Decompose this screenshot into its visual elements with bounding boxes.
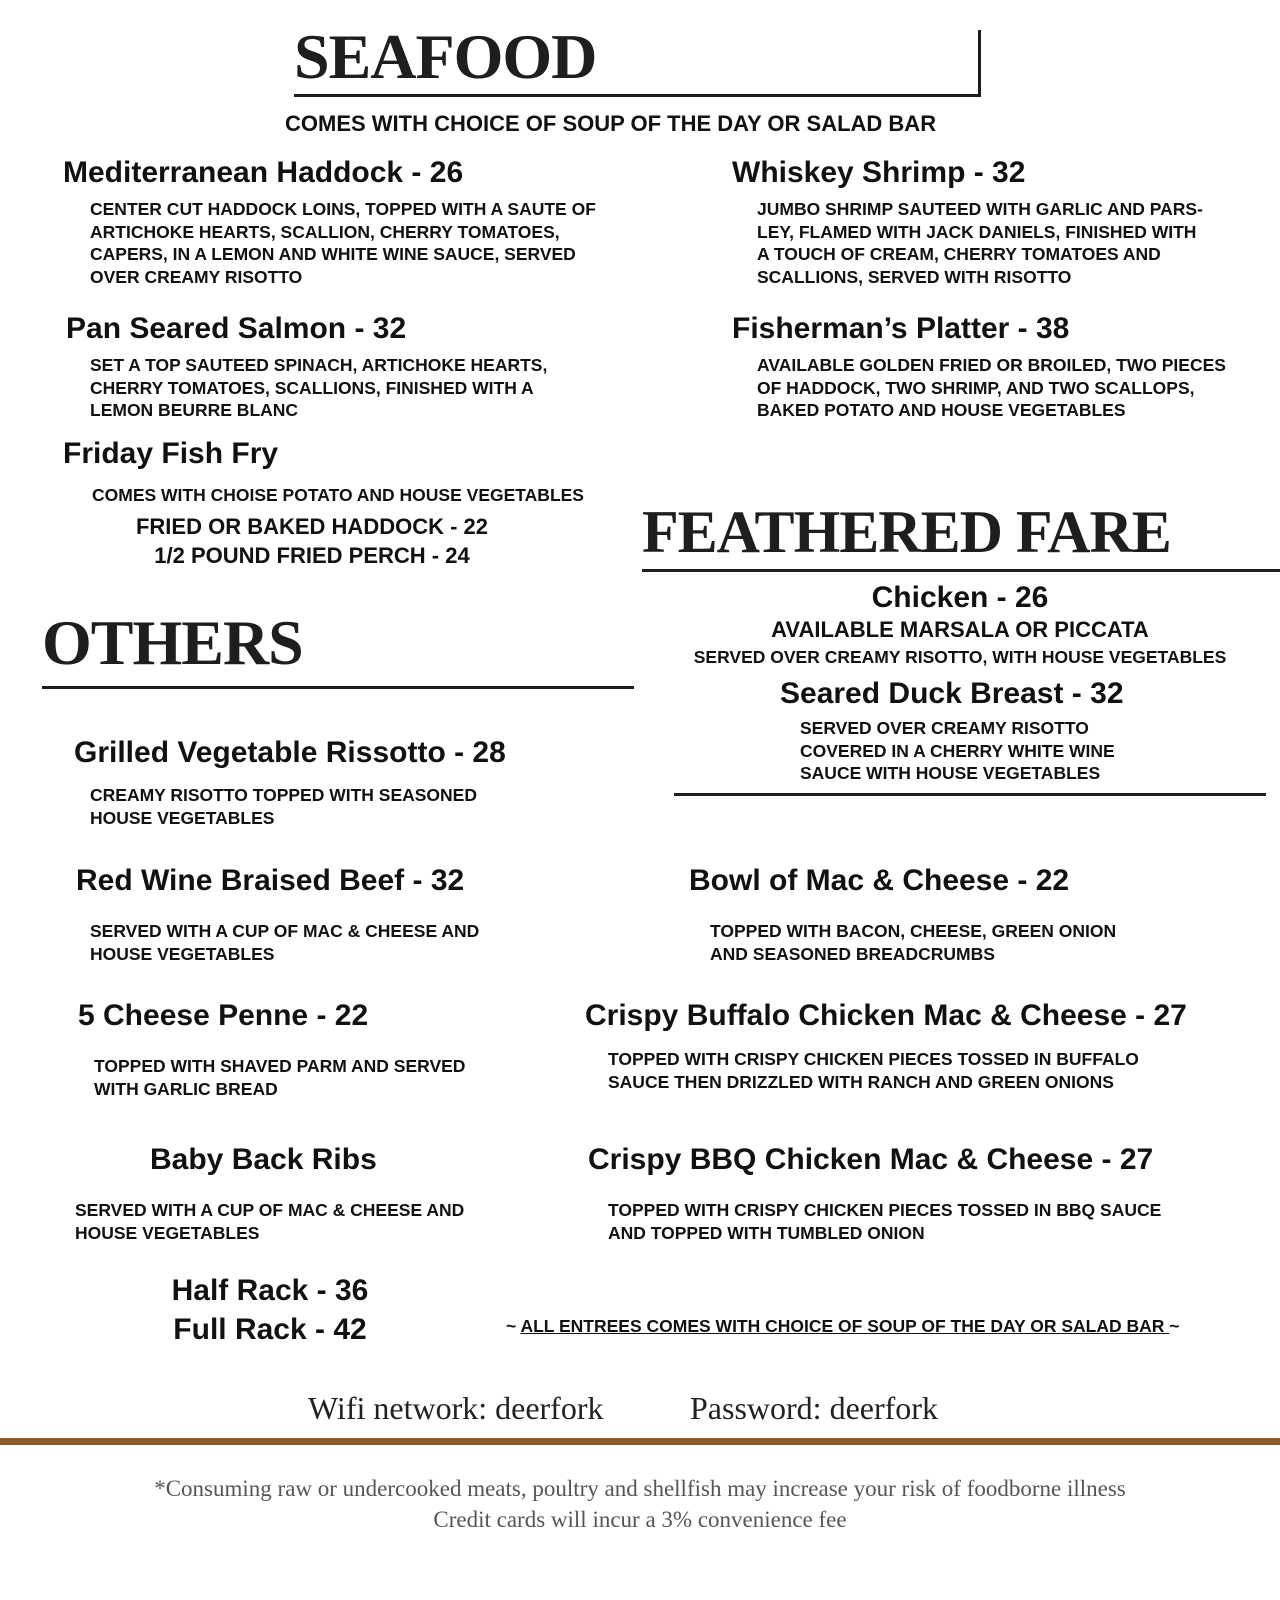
entrees-note-text: ALL ENTREES COMES WITH CHOICE OF SOUP OF THE DAY OR SALAD BAR [520,1316,1170,1336]
menu-item-title: Seared Duck Breast - 32 [780,677,1124,710]
menu-item-title: Crispy Buffalo Chicken Mac & Cheese - 27 [585,999,1187,1032]
seafood-subheading: COMES WITH CHOICE OF SOUP OF THE DAY OR SALAD BAR [285,111,937,136]
chicken-options: AVAILABLE MARSALA OR PICCATA [771,617,1149,642]
menu-item-desc: JUMBO SHRIMP SAUTEED WITH GARLIC AND PARS- LEY, FLAMED WITH JACK DANIELS, FINISHED WITH A TOUCH OF CREAM, CHERRY TOMATOES AND SCALLIONS, SERVED WITH RISOTTO [757,199,1203,287]
menu-item-title: Bowl of Mac & Cheese - 22 [689,864,1070,897]
entrees-note [506,1316,1180,1337]
fish-fry-desc: COMES WITH CHOISE POTATO AND HOUSE VEGETABLES [92,485,584,505]
others-underline [42,686,634,689]
menu-item-desc: SERVED OVER CREAMY RISOTTO COVERED IN A CHERRY WHITE WINE SAUCE WITH HOUSE VEGETABLES [800,718,1115,783]
credit-card-fee-note: Credit cards will incur a 3% convenience fee [433,1507,847,1532]
menu-item-desc: TOPPED WITH BACON, CHEESE, GREEN ONION AND SEASONED BREADCRUMBS [710,921,1117,964]
wifi-password: Password: deerfork [690,1390,938,1426]
entrees-note-suffix: ~ [1169,1316,1180,1336]
fish-fry-options [112,512,512,570]
chicken-desc: SERVED OVER CREAMY RISOTTO, WITH HOUSE VEGETABLES [693,647,1227,667]
feathered-fare-underline [642,569,1280,572]
menu-item-desc: TOPPED WITH SHAVED PARM AND SERVED WITH GARLIC BREAD [94,1056,466,1099]
ribs-option: Full Rack - 42 [173,1313,367,1346]
seafood-heading: SEAFOOD [294,21,597,92]
menu-item-title: Red Wine Braised Beef - 32 [76,864,465,897]
entrees-note-prefix: ~ [506,1316,521,1336]
menu-item-title: Baby Back Ribs [150,1143,377,1176]
menu-item-title: Whiskey Shrimp - 32 [732,156,1026,189]
menu-item-desc: SET A TOP SAUTEED SPINACH, ARTICHOKE HEARTS, CHERRY TOMATOES, SCALLIONS, FINISHED WITH A LEMON BEURRE BLANC [90,355,548,420]
footer-divider [0,1438,1280,1445]
menu-item-title: Grilled Vegetable Rissotto - 28 [74,736,506,769]
menu-item-desc: TOPPED WITH CRISPY CHICKEN PIECES TOSSED IN BUFFALO SAUCE THEN DRIZZLED WITH RANCH AND GREEN ONIONS [608,1049,1139,1092]
menu-item-desc: SERVED WITH A CUP OF MAC & CHEESE AND HOUSE VEGETABLES [75,1200,465,1243]
menu-item-desc: CREAMY RISOTTO TOPPED WITH SEASONED HOUSE VEGETABLES [90,785,477,828]
feathered-fare-bottom-rule [674,793,1266,796]
seafood-underline [294,94,980,97]
ribs-options [110,1271,430,1349]
menu-item-desc: AVAILABLE GOLDEN FRIED OR BROILED, TWO PIECES OF HADDOCK, TWO SHRIMP, AND TWO SCALLOPS, BAKED POTATO AND HOUSE VEGETABLES [757,355,1226,420]
menu-item-desc: TOPPED WITH CRISPY CHICKEN PIECES TOSSED IN BBQ SAUCE AND TOPPED WITH TUMBLED ONION [608,1200,1162,1243]
menu-item-desc: CENTER CUT HADDOCK LOINS, TOPPED WITH A SAUTE OF ARTICHOKE HEARTS, SCALLION, CHERRY TOMATOES, CAPERS, IN A LEMON AND WHITE WINE SAUCE, SERVED OVER CREAMY RISOTTO [90,199,596,287]
menu-item-desc: SERVED WITH A CUP OF MAC & CHEESE AND HOUSE VEGETABLES [90,921,480,964]
menu-item-title: Crispy BBQ Chicken Mac & Cheese - 27 [588,1143,1154,1176]
chicken-block [660,580,1260,670]
ribs-option: Half Rack - 36 [171,1274,369,1307]
others-heading: OTHERS [42,607,303,678]
menu-item-title: Pan Seared Salmon - 32 [66,312,407,345]
fish-fry-option: 1/2 POUND FRIED PERCH - 24 [154,543,470,568]
wifi-network: Wifi network: deerfork [308,1390,604,1426]
foodborne-warning: *Consuming raw or undercooked meats, poultry and shellfish may increase your risk of foodborne illness [154,1476,1126,1501]
menu-item-title: Chicken - 26 [871,581,1049,614]
menu-item-title: Mediterranean Haddock - 26 [63,156,464,189]
feathered-fare-heading: FEATHERED FARE [642,499,1171,565]
menu-item-title: 5 Cheese Penne - 22 [78,999,369,1032]
footer-notes [0,1473,1280,1535]
seafood-side-rule [978,30,981,97]
fish-fry-option: FRIED OR BAKED HADDOCK - 22 [135,514,489,539]
fish-fry-title: Friday Fish Fry [63,437,279,470]
menu-item-title: Fisherman’s Platter - 38 [732,312,1070,345]
